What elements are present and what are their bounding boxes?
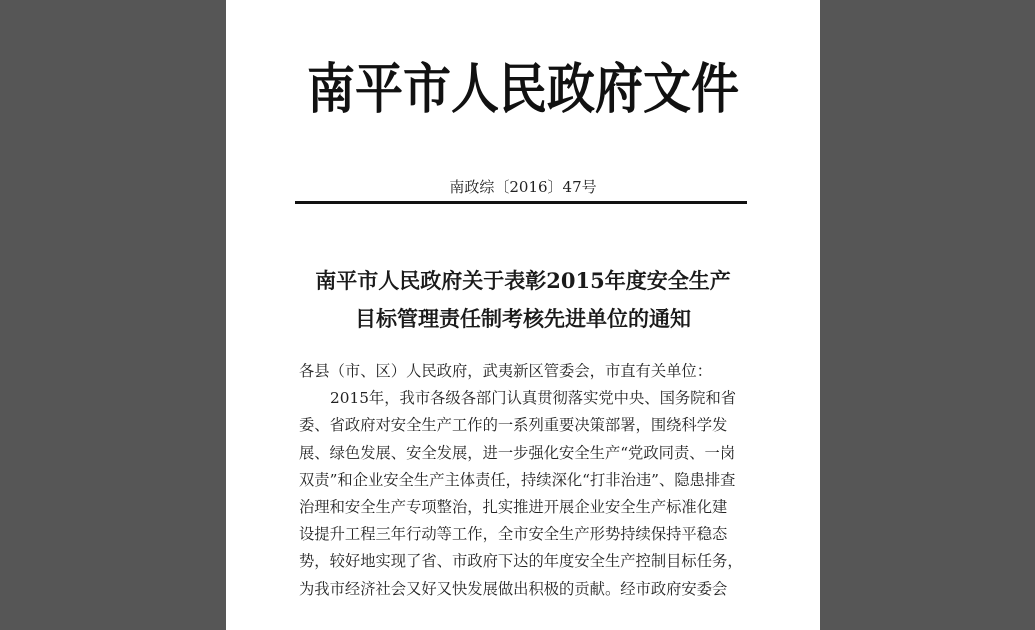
document-body: [299, 358, 749, 603]
salutation: 各县（市、区）人民政府，武夷新区管委会，市直有关单位：: [299, 362, 713, 380]
body-line: 双责”和企业安全生产主体责任，持续深化“打非治违”、隐患排查: [299, 470, 736, 489]
body-line: 2015年，我市各级各部门认真贯彻落实党中央、国务院和省: [330, 389, 737, 408]
document-title: [226, 262, 820, 338]
body-line: 为我市经济社会又好又快发展做出积极的贡献。经市政府安委会: [299, 579, 728, 598]
masthead-title: 南平市人民政府文件: [306, 58, 739, 121]
body-line: 治理和安全生产专项整治，扎实推进开展企业安全生产标准化建: [299, 498, 728, 517]
document-page: [226, 0, 820, 630]
title-line-1: 南平市人民政府关于表彰2015年度安全生产: [315, 268, 731, 293]
header-divider: [295, 201, 747, 204]
body-line: 委、省政府对安全生产工作的一系列重要决策部署，围绕科学发: [299, 416, 728, 435]
body-line: 势，较好地实现了省、市政府下达的年度安全生产控制目标任务，: [299, 552, 743, 571]
title-line-2: 目标管理责任制考核先进单位的通知: [355, 306, 691, 331]
body-line: 设提升工程三年行动等工作，全市安全生产形势持续保持平稳态: [299, 525, 728, 544]
body-line: 展、绿色发展、安全发展，进一步强化安全生产“党政同责、一岗: [299, 443, 736, 462]
document-number: 南政综〔2016〕47号: [449, 178, 597, 196]
